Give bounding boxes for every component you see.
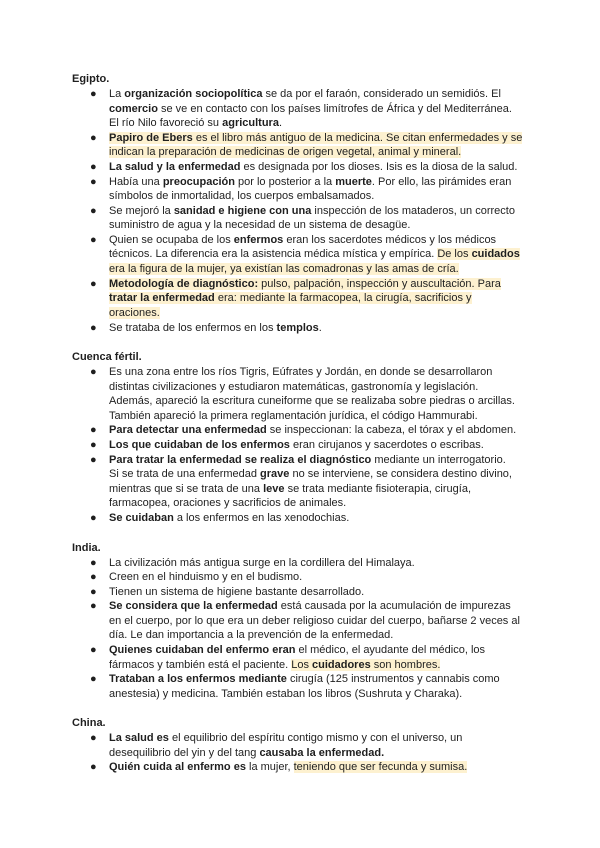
section-title-egipto: Egipto.: [72, 73, 110, 85]
bullet-glyph: ●: [90, 176, 97, 188]
text-line: distintas civilizaciones y estudiaron matemáticas, gastronomía y legislación.: [109, 381, 479, 393]
section-title-china: China.: [72, 717, 106, 729]
text-line: Se cuidaban a los enfermos en las xenodochias.: [109, 512, 350, 524]
text-line: Para detectar una enfermedad se inspeccionan: la cabeza, el tórax y el abdomen.: [109, 424, 517, 436]
text-line: anestesia) y medicina. También estaban los libros (Sushruta y Charaka).: [109, 688, 463, 700]
text-line: suministro de agua y la necesidad de un sistema de desagüe.: [109, 219, 411, 231]
text-line: Se mejoró la sanidad e higiene con una inspección de los mataderos, un correcto: [109, 205, 515, 217]
bullet-glyph: ●: [90, 234, 97, 246]
bullet-glyph: ●: [90, 161, 97, 173]
text-line: desequilibrio del yin y del tang causaba la enfermedad.: [109, 747, 385, 759]
bullet-glyph: ●: [90, 512, 97, 524]
bullet-glyph: ●: [90, 644, 97, 656]
text-line: Había una preocupación por lo posterior a la muerte. Por ello, las pirámides eran: [109, 176, 512, 188]
section-title-india: India.: [72, 542, 101, 554]
text-line: Es una zona entre los ríos Tigris, Eúfrates y Jordán, en donde se desarrollaron: [109, 366, 493, 378]
bullet-glyph: ●: [90, 571, 97, 583]
bullet-glyph: ●: [90, 424, 97, 436]
text-line: tratar la enfermedad era: mediante la farmacopea, la cirugía, sacrificios y: [109, 292, 472, 304]
text-line: comercio se ve en contacto con los países limítrofes de África y del Mediterránea.: [109, 103, 512, 115]
text-line: en el cuerpo, por lo que era un deber religioso cuidar del cuerpo, bañarse 2 veces al: [109, 615, 520, 627]
bullet-glyph: ●: [90, 586, 97, 598]
text-line: era la figura de la mujer, ya existían las comadronas y las amas de cría.: [109, 263, 459, 275]
text-line: Además, apareció la escritura cuneiforme que se realizaba sobre piedras o arcillas.: [109, 395, 515, 407]
bullet-glyph: ●: [90, 673, 97, 685]
bullet-glyph: ●: [90, 454, 97, 466]
bullet-glyph: ●: [90, 205, 97, 217]
bullet-glyph: ●: [90, 761, 97, 773]
text-line: La civilización más antigua surge en la cordillera del Himalaya.: [109, 557, 415, 569]
text-line: Para tratar la enfermedad se realiza el diagnóstico mediante un interrogatorio.: [109, 454, 506, 466]
text-line: El río Nilo favoreció su agricultura.: [109, 117, 283, 129]
text-line: También apareció la primera reglamentación jurídica, el código Hammurabi.: [109, 410, 478, 422]
text-line: símbolos de inmortalidad, los cuerpos embalsamados.: [109, 190, 375, 202]
text-line: indican la preparación de medicinas de origen vegetal, animal y mineral.: [109, 146, 462, 158]
text-line: Si se trata de una enfermedad grave no se interviene, se considera destino divino,: [109, 468, 512, 480]
bullet-glyph: ●: [90, 557, 97, 569]
text-line: mientras que si se trata de una leve se trata mediante fisioterapia, cirugía,: [109, 483, 471, 495]
bullet-glyph: ●: [90, 366, 97, 378]
text-line: fármacos y también está el paciente. Los cuidadores son hombres.: [109, 659, 441, 671]
bullet-glyph: ●: [90, 132, 97, 144]
text-line: Quién cuida al enfermo es la mujer, teniendo que ser fecunda y sumisa.: [109, 761, 468, 773]
text-line: La salud es el equilibrio del espíritu contigo mismo y con el universo, un: [109, 732, 463, 744]
text-line: Se trataba de los enfermos en los templos.: [109, 322, 322, 334]
text-line: La salud y la enfermedad es designada por los dioses. Isis es la diosa de la salud.: [109, 161, 518, 173]
text-line: Metodología de diagnóstico: pulso, palpación, inspección y auscultación. Para: [109, 278, 501, 290]
text-line: Creen en el hinduismo y en el budismo.: [109, 571, 303, 583]
text-line: Trataban a los enfermos mediante cirugía (125 instrumentos y cannabis como: [109, 673, 500, 685]
text-line: Quien se ocupaba de los enfermos eran los sacerdotes médicos y los médicos: [109, 234, 497, 246]
bullet-glyph: ●: [90, 278, 97, 290]
bullet-glyph: ●: [90, 732, 97, 744]
bullet-glyph: ●: [90, 322, 97, 334]
text-line: día. Le dan importancia a la prevención de la enfermedad.: [109, 629, 394, 641]
section-title-cuenca: Cuenca fértil.: [72, 351, 142, 363]
bullet-glyph: ●: [90, 600, 97, 612]
text-line: técnicos. La diferencia era la asistencia médica mística y empírica. De los cuidados: [109, 248, 520, 260]
text-line: Tienen un sistema de higiene bastante desarrollado.: [109, 586, 365, 598]
text-line: Papiro de Ebers es el libro más antiguo de la medicina. Se citan enfermedades y se: [109, 132, 523, 144]
text-line: oraciones.: [109, 307, 160, 319]
bullet-glyph: ●: [90, 439, 97, 451]
bullet-glyph: ●: [90, 88, 97, 100]
text-line: farmacopea, oraciones y sacrificios de animales.: [109, 497, 347, 509]
text-line: La organización sociopolítica se da por el faraón, considerado un semidiós. El: [109, 88, 501, 100]
text-line: Los que cuidaban de los enfermos eran cirujanos y sacerdotes o escribas.: [109, 439, 484, 451]
text-line: Se considera que la enfermedad está causada por la acumulación de impurezas: [109, 600, 511, 612]
text-line: Quienes cuidaban del enfermo eran el médico, el ayudante del médico, los: [109, 644, 486, 656]
